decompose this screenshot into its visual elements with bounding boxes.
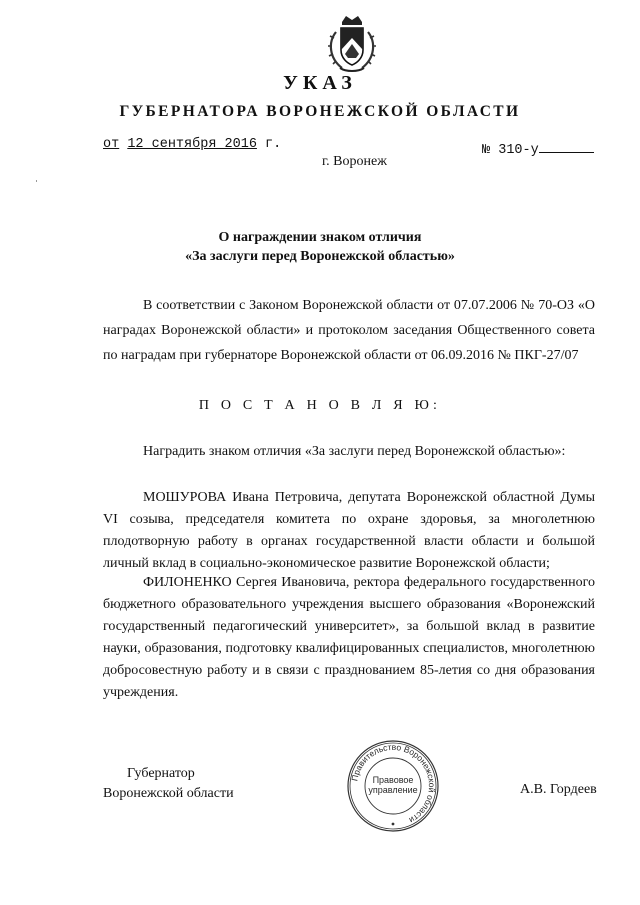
preamble-paragraph: В соответствии с Законом Воронежской области от 07.07.2006 № 70-ОЗ «О наградах Воронежской области» и протоколом заседания Общественного совета по наградам при губернаторе Воронежской области от 06.09.2016 № ПКГ-27/07	[103, 298, 595, 363]
signatory-position	[103, 764, 234, 804]
stamp-ring-text: Правительство Воронежской области	[349, 741, 438, 826]
stamp-center-line-2: управление	[368, 785, 418, 795]
decree-subject	[0, 228, 640, 266]
official-stamp	[345, 738, 441, 834]
coat-of-arms-emblem	[326, 14, 378, 74]
signatory-name: А.В. Гордеев	[520, 782, 597, 797]
number-label: №	[482, 143, 491, 158]
document-type-title: УКАЗ	[283, 72, 357, 94]
award-intro-paragraph: Наградить знаком отличия «За заслуги перед Воронежской областью»:	[143, 444, 566, 459]
subject-line-2: «За заслуги перед Воронежской областью»	[185, 249, 455, 264]
date-value: 12 сентября 2016	[127, 137, 257, 152]
document-date	[103, 137, 281, 152]
subject-line-1: О награждении знаком отличия	[218, 230, 422, 245]
date-prefix: от	[103, 137, 120, 152]
scan-mark	[36, 180, 37, 182]
document-number	[482, 140, 594, 158]
issuer-title: ГУБЕРНАТОРА ВОРОНЕЖСКОЙ ОБЛАСТИ	[119, 103, 521, 120]
awardee-2-paragraph: ФИЛОНЕНКО Сергея Ивановича, ректора федерального государственного бюджетного образовательного учреждения высшего образования «Воронежский государственный педагогический университет», за большой вклад в развитие науки, образования, подготовку квалифицированных специалистов, многолетнюю добросовестную работу и в связи с празднованием 85-летия со дня образования учреждения.	[103, 575, 595, 700]
stamp-center-line-1: Правовое	[372, 775, 414, 785]
number-value: 310-у	[498, 143, 539, 158]
date-suffix: г.	[265, 137, 282, 152]
position-line-2: Воронежской области	[103, 786, 234, 801]
position-line-1: Губернатор	[127, 766, 195, 781]
awardee-1-paragraph: МОШУРОВА Ивана Петровича, депутата Воронежской областной Думы VI созыва, председателя комитета по охране здоровья, за многолетнюю плодотворную работу в органах государственной власти области и большой личный вклад в социально-экономическое развитие Воронежской области;	[103, 490, 595, 571]
number-underline	[539, 140, 594, 153]
city-line: г. Воронеж	[322, 154, 387, 169]
decree-word: П О С Т А Н О В Л Я Ю:	[198, 398, 442, 413]
